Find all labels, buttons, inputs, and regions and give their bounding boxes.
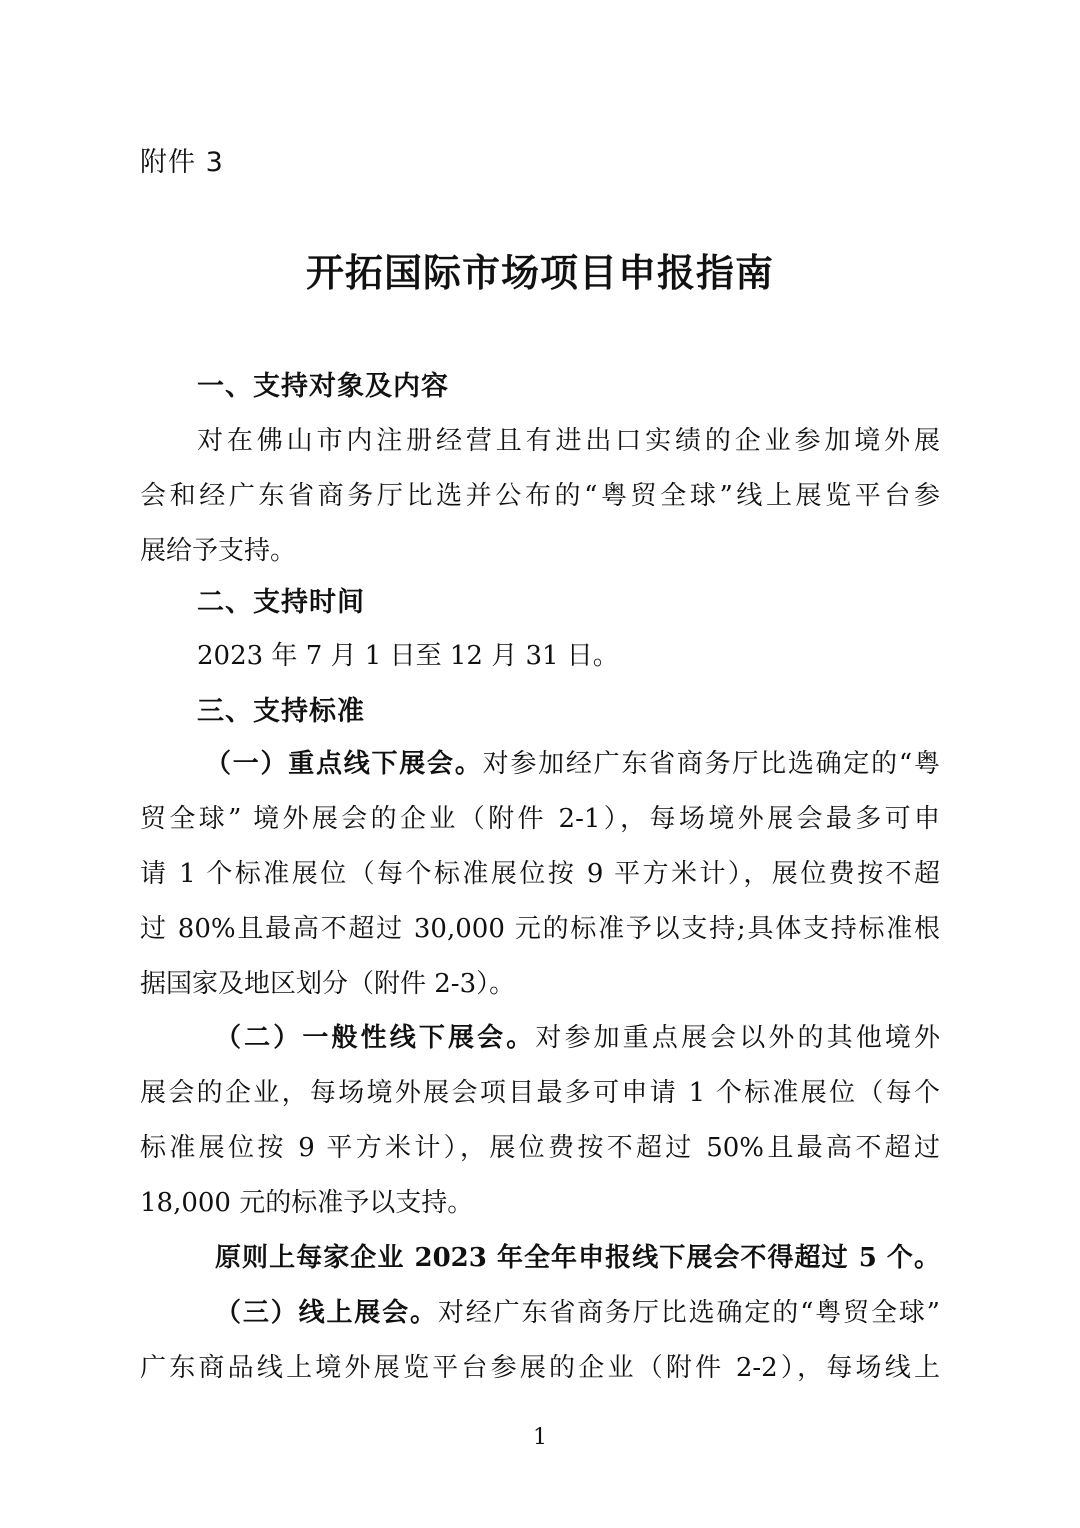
section-2-heading: 二、支持时间	[197, 587, 365, 618]
section-3-p2-line-4: 18,000 元的标准予以支持。	[140, 1188, 474, 1218]
section-3-p1-text: 对参加经广东省商务厅比选确定的“粤	[482, 749, 940, 779]
section-3-p2-text: 对参加重点展会以外的其他境外	[535, 1023, 940, 1053]
section-3-p1-line-1	[205, 743, 940, 780]
section-3-p2-line-2: 展会的企业，每场境外展会项目最多可申请 1 个标准展位（每个	[140, 1078, 940, 1108]
section-3-p1-lead: （一）重点线下展会。	[205, 749, 483, 779]
section-1-line-2: 会和经广东省商务厅比选并公布的“粤贸全球”线上展览平台参	[140, 481, 940, 511]
section-3-p2-line-1	[215, 1017, 940, 1054]
section-3-p1-line-5: 据国家及地区划分（附件 2-3）。	[140, 969, 516, 999]
section-1-line-1: 对在佛山市内注册经营且有进出口实绩的企业参加境外展	[197, 426, 940, 456]
section-3-p4-lead: （三）线上展会。	[215, 1298, 438, 1328]
section-3-p1-line-2: 贸全球” 境外展会的企业（附件 2-1），每场境外展会最多可申	[140, 804, 940, 834]
section-3-p4-line-1	[215, 1292, 940, 1329]
section-2-line-1: 2023 年 7 月 1 日至 12 月 31 日。	[197, 641, 619, 671]
section-1-line-3: 展给予支持。	[140, 536, 297, 566]
section-3-p2-lead: （二）一般性线下展会。	[215, 1023, 536, 1053]
document-title: 开拓国际市场项目申报指南	[305, 251, 774, 295]
section-3-p1-line-4: 过 80%且最高不超过 30,000 元的标准予以支持;具体支持标准根	[140, 914, 940, 944]
section-3-p2-line-3: 标准展位按 9 平方米计），展位费按不超过 50%且最高不超过	[140, 1133, 940, 1163]
page-number: 1	[533, 1425, 547, 1450]
section-3-p3-line: 原则上每家企业 2023 年全年申报线下展会不得超过 5 个。	[215, 1243, 940, 1273]
section-3-heading: 三、支持标准	[197, 696, 365, 727]
section-3-p1-line-3: 请 1 个标准展位（每个标准展位按 9 平方米计），展位费按不超	[140, 859, 940, 889]
section-3-p4-line-2: 广东商品线上境外展览平台参展的企业（附件 2-2），每场线上	[140, 1353, 940, 1383]
attachment-label: 附件 3	[140, 147, 224, 178]
section-1-heading: 一、支持对象及内容	[197, 371, 449, 402]
section-3-p4-text: 对经广东省商务厅比选确定的“粤贸全球”	[437, 1298, 940, 1328]
